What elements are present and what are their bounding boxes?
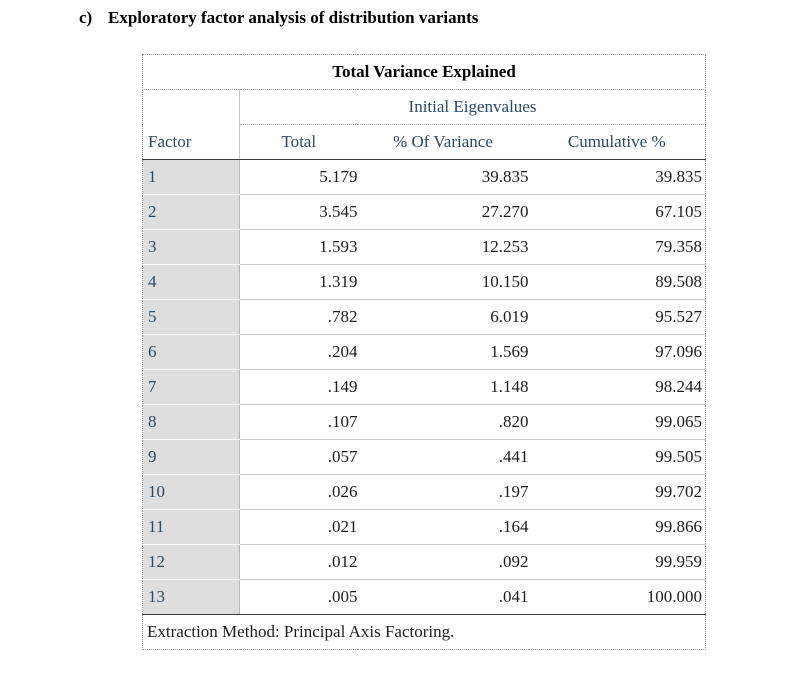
- cell-factor: 5: [143, 300, 240, 335]
- cell-percent-variance: .164: [358, 510, 529, 545]
- cell-percent-variance: .041: [358, 580, 529, 615]
- cell-cumulative: 97.096: [529, 335, 706, 370]
- cell-total: 5.179: [240, 160, 358, 195]
- table-footnote: Extraction Method: Principal Axis Factoring.: [143, 615, 706, 650]
- cell-total: .005: [240, 580, 358, 615]
- cell-total: 1.319: [240, 265, 358, 300]
- cell-total: .149: [240, 370, 358, 405]
- cell-cumulative: 99.959: [529, 545, 706, 580]
- table-row: [143, 440, 706, 475]
- cell-cumulative: 99.065: [529, 405, 706, 440]
- section-label: c): [79, 8, 93, 27]
- cell-factor: 11: [143, 510, 240, 545]
- cell-total: .021: [240, 510, 358, 545]
- cell-total: .107: [240, 405, 358, 440]
- cell-factor: 12: [143, 545, 240, 580]
- cell-cumulative: 79.358: [529, 230, 706, 265]
- cell-factor: 13: [143, 580, 240, 615]
- cell-factor: 2: [143, 195, 240, 230]
- column-header-total: Total: [240, 125, 358, 160]
- cell-percent-variance: .820: [358, 405, 529, 440]
- table-footnote-row: [143, 615, 706, 650]
- cell-factor: 3: [143, 230, 240, 265]
- variance-table-container: [142, 54, 706, 650]
- cell-factor: 10: [143, 475, 240, 510]
- cell-percent-variance: 6.019: [358, 300, 529, 335]
- cell-total: .204: [240, 335, 358, 370]
- column-header-factor: Factor: [143, 125, 240, 160]
- cell-total: .026: [240, 475, 358, 510]
- cell-percent-variance: 1.569: [358, 335, 529, 370]
- column-header-row: [143, 125, 706, 160]
- cell-cumulative: 89.508: [529, 265, 706, 300]
- cell-factor: 7: [143, 370, 240, 405]
- cell-cumulative: 99.866: [529, 510, 706, 545]
- cell-percent-variance: .197: [358, 475, 529, 510]
- cell-percent-variance: .092: [358, 545, 529, 580]
- table-row: [143, 545, 706, 580]
- section-heading: [79, 8, 478, 28]
- cell-total: .012: [240, 545, 358, 580]
- cell-cumulative: 39.835: [529, 160, 706, 195]
- cell-total: .057: [240, 440, 358, 475]
- cell-percent-variance: 12.253: [358, 230, 529, 265]
- table-row: [143, 580, 706, 615]
- cell-total: 3.545: [240, 195, 358, 230]
- table-row: [143, 510, 706, 545]
- cell-cumulative: 67.105: [529, 195, 706, 230]
- total-variance-table: [142, 54, 706, 650]
- cell-percent-variance: 10.150: [358, 265, 529, 300]
- cell-percent-variance: 39.835: [358, 160, 529, 195]
- table-row: [143, 195, 706, 230]
- table-row: [143, 160, 706, 195]
- cell-cumulative: 99.702: [529, 475, 706, 510]
- group-header-row: [143, 90, 706, 125]
- cell-total: 1.593: [240, 230, 358, 265]
- table-row: [143, 335, 706, 370]
- table-row: [143, 475, 706, 510]
- cell-percent-variance: 1.148: [358, 370, 529, 405]
- group-header-blank-left: [143, 90, 240, 125]
- cell-factor: 1: [143, 160, 240, 195]
- column-header-percent-variance: % Of Variance: [358, 125, 529, 160]
- table-title: Total Variance Explained: [143, 55, 706, 90]
- group-header-initial-eigenvalues: Initial Eigenvalues: [240, 90, 706, 125]
- table-title-row: [143, 55, 706, 90]
- table-row: [143, 300, 706, 335]
- table-row: [143, 405, 706, 440]
- cell-cumulative: 99.505: [529, 440, 706, 475]
- column-header-cumulative: Cumulative %: [529, 125, 706, 160]
- cell-factor: 8: [143, 405, 240, 440]
- cell-cumulative: 100.000: [529, 580, 706, 615]
- cell-percent-variance: .441: [358, 440, 529, 475]
- cell-cumulative: 98.244: [529, 370, 706, 405]
- table-row: [143, 370, 706, 405]
- section-title: Exploratory factor analysis of distribution variants: [108, 8, 479, 27]
- cell-total: .782: [240, 300, 358, 335]
- cell-factor: 9: [143, 440, 240, 475]
- table-row: [143, 230, 706, 265]
- cell-factor: 4: [143, 265, 240, 300]
- table-row: [143, 265, 706, 300]
- cell-percent-variance: 27.270: [358, 195, 529, 230]
- cell-factor: 6: [143, 335, 240, 370]
- cell-cumulative: 95.527: [529, 300, 706, 335]
